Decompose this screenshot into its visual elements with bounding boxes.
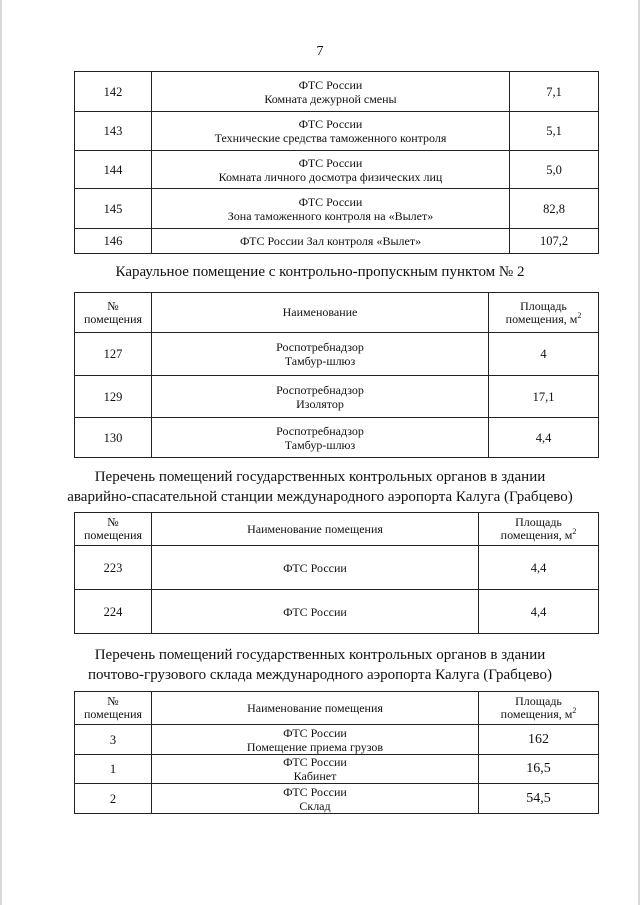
room-area: 4,4 bbox=[489, 418, 599, 458]
room-number: 145 bbox=[75, 189, 152, 229]
table-row bbox=[75, 229, 599, 254]
room-number: 143 bbox=[75, 112, 152, 151]
room-name bbox=[152, 189, 510, 229]
room-number: 144 bbox=[75, 151, 152, 189]
room-description: Комната личного досмотра физических лиц bbox=[218, 169, 443, 184]
room-name bbox=[152, 333, 489, 376]
room-name: ФТС России Зал контроля «Вылет» bbox=[152, 229, 510, 254]
header-area-sup: 2 bbox=[577, 310, 582, 320]
room-agency: Роспотребнадзор bbox=[276, 423, 364, 438]
header-area-sup: 2 bbox=[572, 706, 577, 715]
room-number: 130 bbox=[75, 418, 152, 458]
table-row bbox=[75, 112, 599, 151]
room-agency: ФТС России bbox=[283, 784, 347, 799]
room-name bbox=[152, 112, 510, 151]
table-guardroom bbox=[74, 292, 599, 458]
room-number: 223 bbox=[75, 546, 152, 590]
room-description: Изолятор bbox=[296, 396, 344, 411]
table-header-row bbox=[75, 293, 599, 333]
room-name: ФТС России bbox=[152, 590, 479, 634]
column-header-name: Наименование помещения bbox=[152, 513, 479, 546]
header-num-symbol: № bbox=[107, 694, 119, 708]
room-area: 162 bbox=[479, 725, 599, 755]
room-number: 2 bbox=[75, 784, 152, 814]
room-description: Тамбур-шлюз bbox=[284, 437, 356, 452]
column-header-number bbox=[75, 513, 152, 546]
header-area-unit: помещения, м bbox=[500, 528, 573, 542]
column-header-number bbox=[75, 293, 152, 333]
table-header-row bbox=[75, 513, 599, 546]
table-row bbox=[75, 333, 599, 376]
room-description: Склад bbox=[299, 798, 331, 813]
header-num-label: помещения bbox=[83, 707, 143, 721]
heading-line: почтово-грузового склада международного аэропорта Калуга (Грабцево) bbox=[88, 667, 552, 683]
room-area: 5,0 bbox=[510, 151, 599, 189]
room-area: 16,5 bbox=[479, 755, 599, 784]
room-name bbox=[152, 755, 479, 784]
room-area: 7,1 bbox=[510, 72, 599, 112]
table-row bbox=[75, 72, 599, 112]
room-area: 4,4 bbox=[479, 590, 599, 634]
column-header-area bbox=[479, 692, 599, 725]
room-area: 82,8 bbox=[510, 189, 599, 229]
column-header-number bbox=[75, 692, 152, 725]
heading-line: аварийно-спасательной станции международного аэропорта Калуга (Грабцево) bbox=[67, 489, 573, 505]
page-edge-left bbox=[0, 0, 2, 905]
table-row bbox=[75, 590, 599, 634]
room-name bbox=[152, 784, 479, 814]
room-number: 142 bbox=[75, 72, 152, 112]
column-header-name: Наименование помещения bbox=[152, 692, 479, 725]
room-agency: ФТС России bbox=[298, 155, 363, 170]
table-row bbox=[75, 189, 599, 229]
header-num-label: помещения bbox=[83, 528, 143, 542]
room-name: ФТС России bbox=[152, 546, 479, 590]
header-num-symbol: № bbox=[107, 298, 119, 313]
header-area-sup: 2 bbox=[572, 527, 577, 536]
room-description: Технические средства таможенного контроля bbox=[214, 131, 447, 145]
section-heading-guardroom: Караульное помещение с контрольно-пропускным пунктом № 2 bbox=[115, 264, 525, 280]
room-name bbox=[152, 151, 510, 189]
room-number: 1 bbox=[75, 755, 152, 784]
room-description: Помещение приема грузов bbox=[246, 739, 384, 754]
table-row bbox=[75, 418, 599, 458]
room-number: 129 bbox=[75, 376, 152, 418]
table-row bbox=[75, 755, 599, 784]
room-agency: Роспотребнадзор bbox=[276, 382, 364, 397]
room-area: 107,2 bbox=[510, 229, 599, 254]
room-description: Комната дежурной смены bbox=[264, 91, 397, 106]
room-number: 3 bbox=[75, 725, 152, 755]
room-area: 54,5 bbox=[479, 784, 599, 814]
header-num-symbol: № bbox=[107, 515, 119, 529]
room-area: 17,1 bbox=[489, 376, 599, 418]
table-row bbox=[75, 784, 599, 814]
room-agency: ФТС России bbox=[283, 725, 347, 740]
table-row bbox=[75, 376, 599, 418]
room-number: 127 bbox=[75, 333, 152, 376]
heading-line: Перечень помещений государственных контрольных органов в здании bbox=[94, 647, 546, 663]
room-name bbox=[152, 725, 479, 755]
header-area-unit: помещения, м bbox=[505, 311, 578, 326]
room-name bbox=[152, 418, 489, 458]
room-agency: ФТС России bbox=[298, 194, 363, 209]
room-agency: Роспотребнадзор bbox=[276, 340, 364, 354]
column-header-area bbox=[479, 513, 599, 546]
section-heading-cargo-warehouse bbox=[0, 645, 640, 685]
room-number: 146 bbox=[75, 229, 152, 254]
table-fts-rooms bbox=[74, 71, 599, 254]
room-area: 4,4 bbox=[479, 546, 599, 590]
table-row bbox=[75, 151, 599, 189]
room-description: Зона таможенного контроля на «Вылет» bbox=[227, 208, 434, 223]
room-name bbox=[152, 376, 489, 418]
room-agency: ФТС России bbox=[298, 77, 363, 92]
header-area-label: Площадь bbox=[520, 298, 567, 313]
table-cargo-warehouse bbox=[74, 691, 599, 814]
room-area: 5,1 bbox=[510, 112, 599, 151]
column-header-area bbox=[489, 293, 599, 333]
table-header-row bbox=[75, 692, 599, 725]
room-description: Кабинет bbox=[293, 769, 337, 783]
table-rescue-station bbox=[74, 512, 599, 634]
room-name bbox=[152, 72, 510, 112]
column-header-name: Наименование bbox=[152, 293, 489, 333]
header-area-label: Площадь bbox=[515, 515, 562, 529]
room-agency: ФТС России bbox=[298, 117, 363, 131]
room-area: 4 bbox=[489, 333, 599, 376]
page-number: 7 bbox=[316, 44, 324, 59]
header-area-unit: помещения, м bbox=[500, 707, 573, 721]
table-row bbox=[75, 725, 599, 755]
room-description: Тамбур-шлюз bbox=[284, 354, 356, 368]
header-num-label: помещения bbox=[83, 311, 143, 326]
room-agency: ФТС России bbox=[283, 755, 347, 769]
table-row bbox=[75, 546, 599, 590]
heading-line: Перечень помещений государственных контрольных органов в здании bbox=[94, 469, 546, 485]
section-heading-rescue-station bbox=[0, 467, 640, 507]
header-area-label: Площадь bbox=[515, 694, 562, 708]
room-number: 224 bbox=[75, 590, 152, 634]
